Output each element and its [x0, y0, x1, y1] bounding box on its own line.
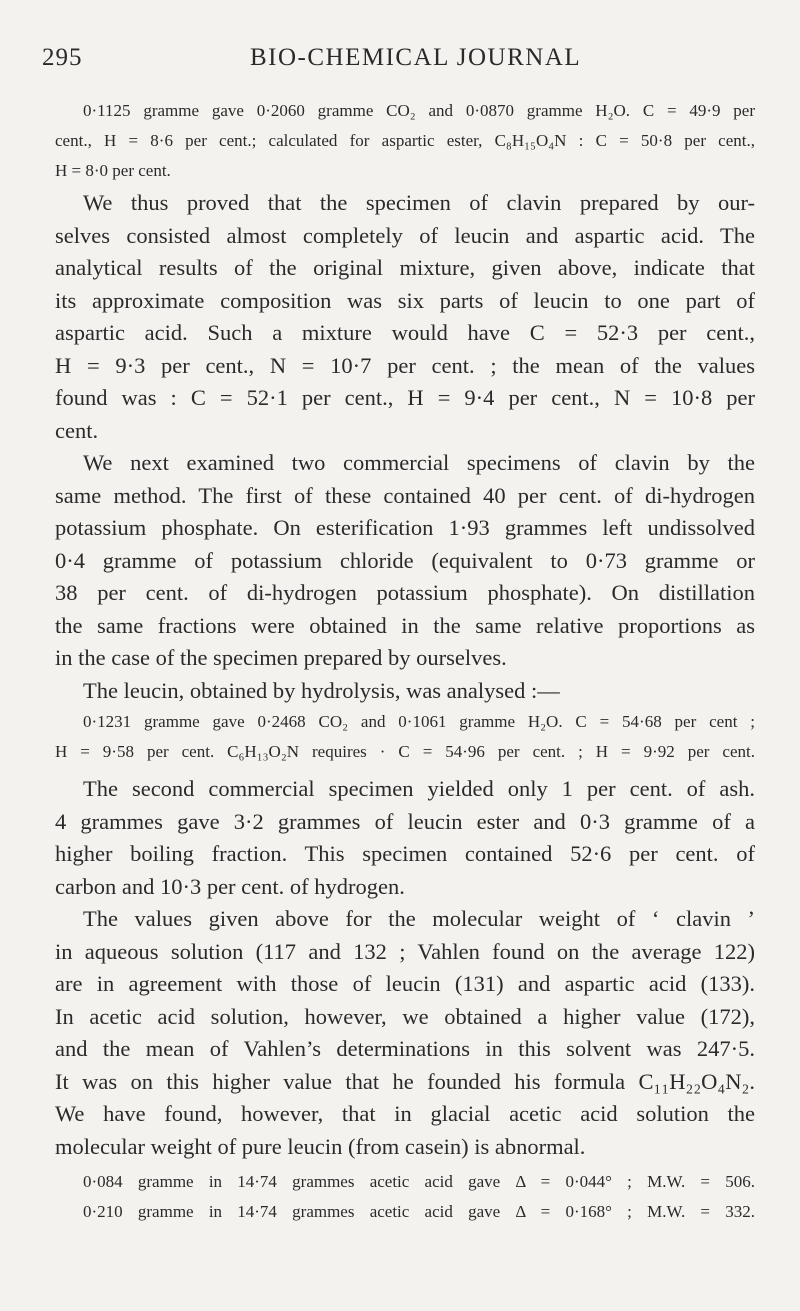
text-line: molecular weight of pure leucin (from casein) is abnormal.: [55, 1133, 586, 1159]
paragraph-clavin-composition: [55, 187, 755, 447]
analysis-block-acetic-acid: [55, 1167, 755, 1227]
text-line: and the mean of Vahlen’s determinations in this solvent was 247·5.: [55, 1036, 755, 1061]
text-line: We thus proved that the specimen of clavin prepared by our-: [83, 190, 755, 215]
text-line: It was on this higher value that he founded his formula C₁₁H₂₂O₄N₂.: [55, 1068, 755, 1094]
text-line: H = 8·0 per cent.: [55, 161, 171, 180]
text-line: cent.: [55, 417, 99, 443]
text-line: 0·084 gramme in 14·74 grammes acetic acid gave Δ = 0·044° ; M.W. = 506.: [83, 1172, 755, 1191]
text-line: H = 9·3 per cent., N = 10·7 per cent. ; the mean of the values: [55, 352, 755, 378]
text-line: selves consisted almost completely of leucin and aspartic acid. The: [55, 222, 755, 248]
text-line: 0·210 gramme in 14·74 grammes acetic acid gave Δ = 0·168° ; M.W. = 332.: [83, 1202, 755, 1221]
text-line: higher boiling fraction. This specimen contained 52·6 per cent. of: [55, 841, 755, 866]
text-line: 0·1231 gramme gave 0·2468 CO₂ and 0·1061 gramme H₂O. C = 54·68 per cent ;: [83, 712, 755, 731]
text-line: aspartic acid. Such a mixture would have C = 52·3 per cent.,: [55, 320, 755, 345]
text-line: found was : C = 52·1 per cent., H = 9·4 per cent., N = 10·8 per: [55, 385, 755, 410]
text-line: The leucin, obtained by hydrolysis, was analysed :—: [83, 677, 560, 703]
text-line: The values given above for the molecular weight of ‘ clavin ’: [83, 906, 755, 931]
text-line: We next examined two commercial specimens of clavin by the: [83, 450, 755, 475]
text-line: 0·1125 gramme gave 0·2060 gramme CO₂ and 0·0870 gramme H₂O. C = 49·9 per: [83, 101, 755, 120]
text-line: 0·4 gramme of potassium chloride (equivalent to 0·73 gramme or: [55, 547, 755, 573]
text-line: analytical results of the original mixture, given above, indicate that: [55, 255, 755, 280]
text-line: H = 9·58 per cent. C₆H₁₃O₂N requires · C = 54·96 per cent. ; H = 9·92 per cent.: [55, 742, 755, 761]
text-line: in the case of the specimen prepared by ourselves.: [55, 645, 507, 670]
analysis-block-leucin: [55, 707, 755, 767]
text-line: The second commercial specimen yielded only 1 per cent. of ash.: [83, 776, 755, 801]
page-number: 295: [42, 44, 83, 71]
text-line: We have found, however, that in glacial acetic acid solution the: [55, 1101, 755, 1126]
text-line: 38 per cent. of di-hydrogen potassium phosphate). On distillation: [55, 580, 755, 605]
text-line: carbon and 10·3 per cent. of hydrogen.: [55, 873, 405, 899]
text-line: are in agreement with those of leucin (131) and aspartic acid (133).: [55, 971, 755, 996]
text-line: same method. The first of these contained 40 per cent. of di-hydrogen: [55, 482, 755, 508]
text-line: In acetic acid solution, however, we obtained a higher value (172),: [55, 1003, 755, 1029]
text-line: the same fractions were obtained in the same relative proportions as: [55, 612, 755, 638]
text-line: its approximate composition was six parts of leucin to one part of: [55, 287, 755, 313]
text-line: cent., H = 8·6 per cent.; calculated for aspartic ester, C₈H₁₅O₄N : C = 50·8 per cent.,: [55, 131, 755, 150]
text-line: in aqueous solution (117 and 132 ; Vahlen found on the average 122): [55, 938, 755, 964]
text-line: potassium phosphate. On esterification 1·93 grammes left undissolved: [55, 515, 755, 540]
text-line: 4 grammes gave 3·2 grammes of leucin ester and 0·3 gramme of a: [55, 808, 755, 834]
analysis-block-aspartic-ester: [55, 96, 755, 186]
paragraph-molecular-weight: [55, 903, 755, 1163]
running-title: BIO-CHEMICAL JOURNAL: [250, 44, 582, 71]
paragraph-second-specimen: [55, 773, 755, 903]
paragraph-commercial-specimens: [55, 447, 755, 707]
